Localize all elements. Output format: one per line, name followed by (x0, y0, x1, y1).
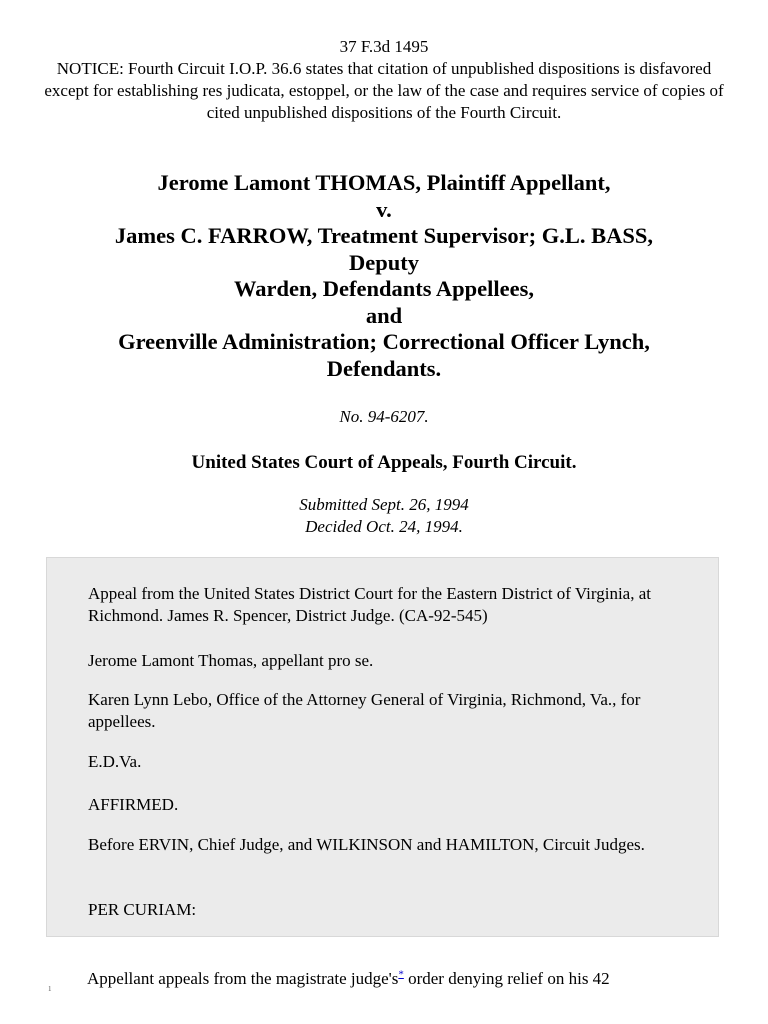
paragraph-number: 1 (48, 985, 52, 993)
case-info-box (46, 557, 719, 937)
disposition: AFFIRMED. (88, 795, 179, 814)
opinion-text: order denying relief on his 42 (403, 969, 610, 988)
case-dates (40, 494, 728, 538)
panel: Before ERVIN, Chief Judge, and WILKINSON and HAMILTON, Circuit Judges. (88, 835, 645, 854)
case-title-line: Jerome Lamont THOMAS, Plaintiff Appellant, (157, 170, 611, 195)
case-title-line: v. (376, 196, 392, 222)
submitted-date: Submitted Sept. 26, 1994 (299, 495, 469, 514)
publication-notice: NOTICE: Fourth Circuit I.O.P. 36.6 states that citation of unpublished dispositions is disfavored except for establishing res judicata, estoppel, or the law of the case and requires service of copies of cited unpublished dispositions of the Fourth Circuit. (44, 59, 724, 122)
district: E.D.Va. (88, 752, 142, 771)
footnote-link[interactable]: * (398, 968, 404, 981)
opinion-text: Appellant appeals from the magistrate judge's (87, 969, 399, 988)
appellant-counsel: Jerome Lamont Thomas, appellant pro se. (88, 651, 374, 670)
case-title-line: James C. FARROW, Treatment Supervisor; G.L. BASS, (114, 223, 654, 248)
per-curiam: PER CURIAM: (88, 900, 197, 919)
case-title-line: and (365, 302, 403, 328)
docket-number: No. 94-6207. (339, 407, 429, 426)
case-title (40, 170, 728, 382)
document-header (40, 36, 728, 124)
opinion-paragraph (87, 968, 717, 990)
case-title-line: Defendants. (326, 355, 442, 381)
decided-date: Decided Oct. 24, 1994. (305, 517, 463, 536)
case-title-line: Deputy (348, 249, 419, 275)
case-title-line: Warden, Defendants Appellees, (233, 276, 534, 301)
citation: 37 F.3d 1495 (339, 37, 429, 56)
appellee-counsel: Karen Lynn Lebo, Office of the Attorney General of Virginia, Richmond, Va., for appellees. (88, 690, 641, 731)
appeal-from: Appeal from the United States District Court for the Eastern District of Virginia, at Richmond. James R. Spencer, District Judge. (CA-92-545) (88, 584, 652, 625)
court-name: United States Court of Appeals, Fourth Circuit. (191, 452, 577, 473)
case-title-line: Greenville Administration; Correctional Officer Lynch, (118, 329, 650, 354)
